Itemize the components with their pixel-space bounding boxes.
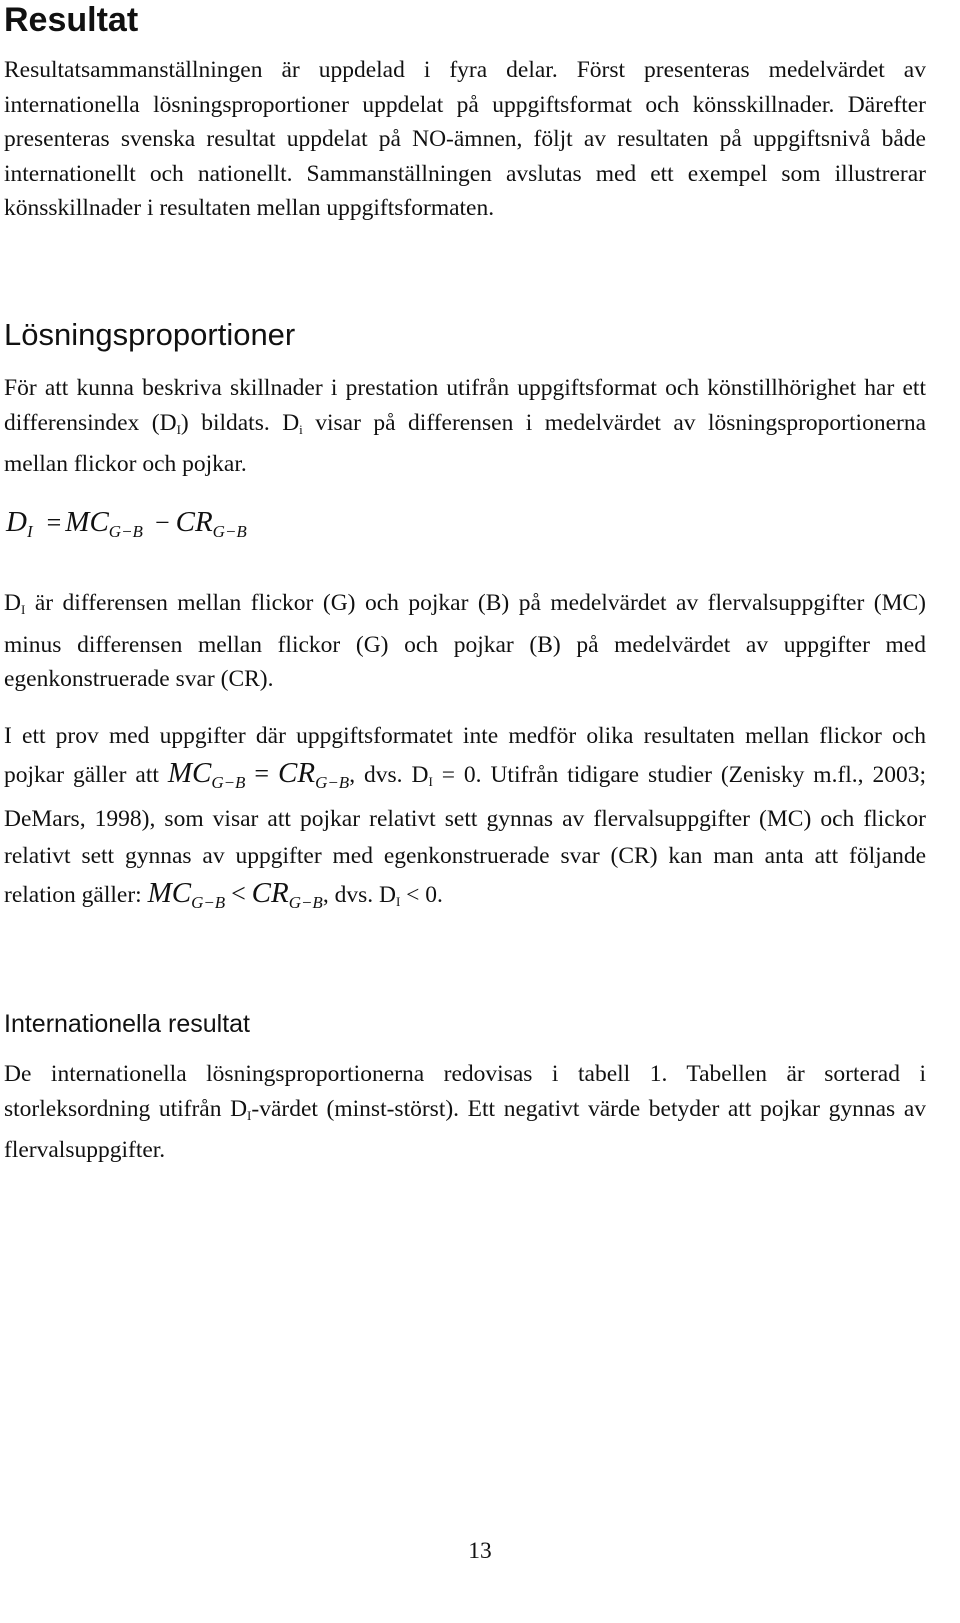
- subscript: I: [395, 894, 401, 909]
- formula-minus: −: [154, 508, 170, 537]
- text-run: För att kunna beskriva skillnader i prestation utifrån uppgiftsformat och könstillhörighet har ett differensindex (D: [4, 375, 926, 436]
- text-run: , dvs. D: [322, 882, 396, 908]
- text-run: De internationella lösningsproportionerna redovisas i tabell 1. Tabellen är sorterad i storleksordning utifrån D: [4, 1061, 926, 1122]
- text-run: visar på differensen i medelvärdet av lösningsproportionerna mellan flickor och pojkar.: [4, 409, 927, 477]
- subscript: i: [299, 421, 303, 437]
- text-run: = 0. Utifrån tidigare studier (Zenisky m.fl., 2003; DeMars, 1998), som visar att pojkar relativt sett gynnas av flervalsuppgifter (MC) och flickor relativt sett gynnas av uppgifter med egenkonstruerade svar (CR) kan man anta att följande relation gäller:: [4, 762, 927, 908]
- formula-d: D: [6, 506, 27, 538]
- inline-mc: MC: [167, 757, 212, 789]
- inline-less-than: <: [231, 879, 246, 908]
- formula-mc: MC: [65, 506, 109, 538]
- internationella-paragraph: [4, 1057, 926, 1168]
- inline-mc-sub: G−B: [211, 773, 246, 792]
- heading-resultat: Resultat: [4, 1, 139, 39]
- subscript: I: [428, 774, 433, 789]
- heading-losningsproportioner: Lösningsproportioner: [4, 317, 296, 352]
- subscript: I: [176, 421, 181, 437]
- subscript: I: [20, 602, 26, 617]
- formula-cr: CR: [175, 506, 213, 538]
- text-run: < 0.: [400, 882, 443, 908]
- inline-cr-sub-2: G−B: [288, 893, 323, 912]
- text-run: I ett prov med uppgifter där uppgiftsformatet inte medför olika resultaten mellan flickor och pojkar gäller att: [4, 723, 926, 788]
- inline-mc-2: MC: [147, 877, 192, 909]
- inline-equals: =: [254, 759, 270, 788]
- page-number: 13: [468, 1538, 492, 1564]
- differensindex-paragraph: [4, 371, 926, 482]
- heading-internationella-resultat: Internationella resultat: [4, 1010, 250, 1038]
- text-run: ) bildats. D: [180, 409, 300, 436]
- formula-cr-sub: G−B: [212, 522, 247, 541]
- formula-di: [6, 506, 247, 542]
- text-run: , dvs. D: [349, 762, 429, 788]
- formula-equals: =: [46, 508, 62, 537]
- di-definition-paragraph: [4, 586, 926, 697]
- intro-paragraph: Resultatsammanställningen är uppdelad i fyra delar. Först presenteras medelvärdet av internationella lösningsproportioner uppdelat på uppgiftsformat och könsskillnader. Därefter presenteras svenska resultat uppdelat på NO-ämnen, följt av resultaten på uppgiftsnivå både internationellt och nationellt. Sammanställningen avslutas med ett exempel som illustrerar könsskillnader i resultaten mellan uppgiftsformaten.: [4, 57, 926, 221]
- inline-cr-sub: G−B: [315, 773, 350, 792]
- inline-mc-sub-2: G−B: [191, 893, 226, 912]
- text-run: -värdet (minst-störst). Ett negativt värde betyder att pojkar gynnas av flervalsuppgifter.: [4, 1095, 926, 1163]
- text-run: D: [4, 590, 21, 616]
- hypothesis-paragraph: [4, 718, 926, 921]
- text-run: är differensen mellan flickor (G) och pojkar (B) på medelvärdet av flervalsuppgifter (MC) minus differensen mellan flickor (G) och pojkar (B) på medelvärdet av uppgifter med egenkonstruerade svar (CR).: [4, 590, 926, 692]
- subscript: I: [247, 1107, 252, 1123]
- formula-d-sub: I: [26, 522, 33, 541]
- inline-cr-2: CR: [251, 877, 289, 909]
- inline-cr: CR: [278, 757, 316, 789]
- formula-mc-sub: G−B: [108, 522, 143, 541]
